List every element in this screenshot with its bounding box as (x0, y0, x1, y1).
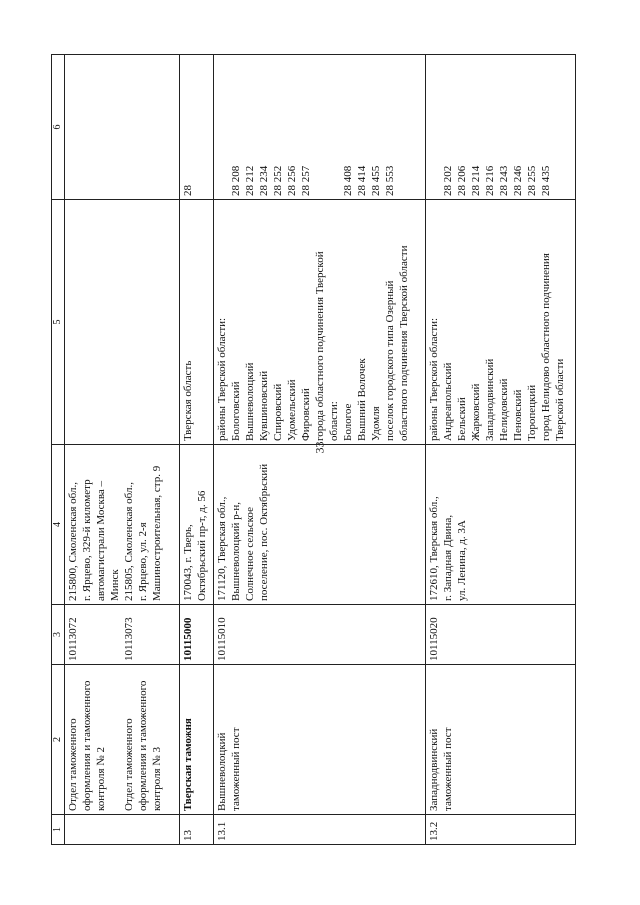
row-address: 172610, Тверская обл., г. Западная Двина, ул. Ленина, д. 3А (426, 445, 576, 605)
row-code: 10115000 (180, 605, 214, 665)
row-code: 10113072 10113073 (65, 605, 180, 665)
row-name: Отдел таможенного оформления и таможенного контроля № 2 Отдел таможенного оформления и таможенного контроля № 3 (65, 665, 180, 815)
table-row (180, 55, 214, 845)
row-address: 215800, Смоленская обл., г. Ярцево, 329-й километр автомагистрали Москва – Минск 215805, Смоленская обл., г. Ярцево, ул. 2-я Машиностроительная, стр. 9 (65, 445, 180, 605)
header-cell: 5 (52, 200, 65, 445)
rotated-table-container (51, 55, 576, 845)
row-name: Западнодвинский таможенный пост (426, 665, 576, 815)
header-row (52, 55, 65, 845)
header-cell: 4 (52, 445, 65, 605)
row-name: Вышневолоцкий таможенный пост (214, 665, 426, 815)
row-okato: 28 (180, 55, 214, 200)
row-address: 171120, Тверская обл., Вышневолоцкий р-н, Солнечное сельское поселение, пос. Октябрьский (214, 445, 426, 605)
table-row (214, 55, 426, 845)
row-number (65, 815, 180, 845)
row-okato: 28 208 28 212 28 234 28 252 28 256 28 257 28 408 28 414 28 455 28 553 (214, 55, 426, 200)
row-code: 10115020 (426, 605, 576, 665)
customs-table (51, 54, 576, 845)
table-row (65, 55, 180, 845)
header-cell: 6 (52, 55, 65, 200)
row-number: 13.1 (214, 815, 426, 845)
row-address: 170043, г. Тверь, Октябрьский пр-т, д. 56 (180, 445, 214, 605)
row-okato (65, 55, 180, 200)
header-cell: 1 (52, 815, 65, 845)
row-number: 13.2 (426, 815, 576, 845)
row-name: Тверская таможня (180, 665, 214, 815)
header-cell: 3 (52, 605, 65, 665)
row-okato: 28 202 28 206 28 214 28 216 28 243 28 246 28 255 28 435 (426, 55, 576, 200)
page-number: 33 (312, 441, 327, 454)
row-region: районы Тверской области: Андреапольский Бельский Жарковский Западнодвинский Нелидовский Пеновский Торопецкий город Нелидово областного подчинения Тверской области (426, 200, 576, 445)
row-region (65, 200, 180, 445)
row-region: районы Тверской области: Бологовский Вышневолоцкий Кувшиновский Спировский Удомельский Фировский города областного подчинения Тверской области: Бологое Вышний Волочек Удомля поселок городского типа Озерный областного подчинения Тверской области (214, 200, 426, 445)
row-code: 10115010 (214, 605, 426, 665)
header-cell: 2 (52, 665, 65, 815)
table-row (426, 55, 576, 845)
row-number: 13 (180, 815, 214, 845)
row-region: Тверская область (180, 200, 214, 445)
